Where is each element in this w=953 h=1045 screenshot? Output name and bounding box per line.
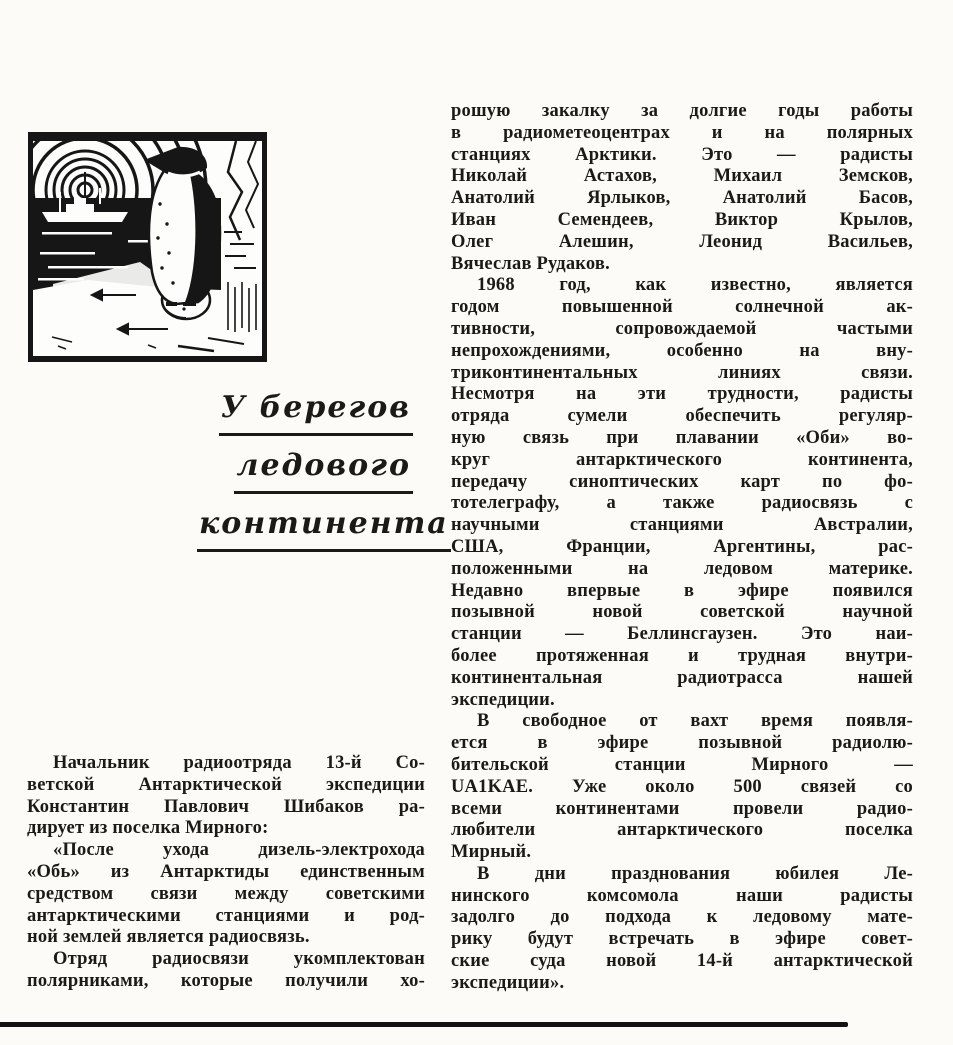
text-line: в радиометеоцентрах и на полярных: [451, 122, 913, 143]
text-line: континентальная радиотрасса нашей: [451, 667, 913, 688]
text-line: UA1KAE. Уже около 500 связей со: [451, 776, 913, 797]
text-line: В свободное от вахт время появля-: [477, 711, 913, 732]
text-line: ную связь при плавании «Оби» во-: [451, 427, 913, 448]
text-line: Недавно впервые в эфире появился: [451, 580, 913, 601]
text-line: тотелеграфу, а также радиосвязь с: [451, 493, 913, 514]
text-line: Вячеслав Рудаков.: [451, 253, 610, 274]
text-line: экспедиции».: [451, 972, 565, 993]
text-line: Иван Семендеев, Виктор Крылов,: [451, 209, 913, 230]
text-line: всеми континентами провели радио-: [451, 798, 913, 819]
text-column-left: [27, 753, 425, 993]
text-line: более протяженная и трудная внутри-: [451, 645, 913, 666]
text-line: Анатолий Ярлыков, Анатолий Басов,: [451, 188, 913, 209]
text-line: «Обь» из Антарктиды единственным: [27, 861, 425, 882]
text-line: рику будут встречать в эфире совет-: [451, 929, 913, 950]
text-line: 1968 год, как известно, является: [477, 275, 913, 296]
text-line: Константин Павлович Шибаков ра-: [27, 796, 425, 817]
text-line: дирует из поселка Мирного:: [27, 818, 269, 839]
text-line: бительской станции Мирного —: [451, 754, 913, 775]
penguin-antarctica-illustration: [28, 132, 267, 362]
text-line: ские суда новой 14-й антарктической: [451, 951, 913, 972]
text-line: Олег Алешин, Леонид Васильев,: [451, 231, 913, 252]
text-line: средством связи между советскими: [27, 883, 425, 904]
text-line: триконтинентальных линиях связи.: [451, 362, 913, 383]
text-line: В дни празднования юбилея Ле-: [477, 863, 913, 884]
penguin-antarctica-illustration-svg: [28, 132, 267, 362]
text-line: нинского комсомола наши радисты: [451, 885, 913, 906]
text-line: «После ухода дизель-электрохода: [53, 840, 425, 861]
text-line: годом повышенной солнечной ак-: [451, 297, 913, 318]
text-line: положенными на ледовом материке.: [451, 558, 913, 579]
text-line: тивности, сопровождаемой частыми: [451, 318, 913, 339]
title-line: У берегов: [219, 392, 413, 436]
article-title: [197, 390, 449, 566]
text-line: позывной новой советской научной: [451, 602, 913, 623]
text-line: Николай Астахов, Михаил Земсков,: [451, 166, 913, 187]
text-column-right: [451, 101, 913, 995]
text-line: ется в эфире позывной радиолю-: [451, 733, 913, 754]
text-line: США, Франции, Аргентины, рас-: [451, 536, 913, 557]
text-line: Несмотря на эти трудности, радисты: [451, 384, 913, 405]
text-line: рошую закалку за долгие годы работы: [451, 101, 913, 121]
text-line: ной землей является радиосвязь.: [27, 927, 310, 948]
text-line: непрохождениями, особенно на вну-: [451, 340, 913, 361]
text-line: отряда сумели обеспечить регуляр-: [451, 406, 913, 427]
text-line: круг антарктического континента,: [451, 449, 913, 470]
title-line: континента: [197, 508, 451, 552]
text-line: станции — Беллинсгаузен. Это наи-: [451, 624, 913, 645]
bottom-rule: [0, 1022, 848, 1027]
text-line: экспедиции.: [451, 689, 555, 710]
text-line: Мирный.: [451, 842, 532, 863]
title-line: ледового: [234, 450, 413, 494]
text-line: любители антарктического поселка: [451, 820, 913, 841]
text-line: антарктическими станциями и род-: [27, 905, 425, 926]
text-line: Отряд радиосвязи укомплектован: [53, 949, 425, 970]
text-line: Начальник радиоотряда 13-й Со-: [53, 753, 425, 773]
text-line: ветской Антарктической экспедиции: [27, 774, 425, 795]
text-line: передачу синоптических карт по фо-: [451, 471, 913, 492]
text-line: научными станциями Австралии,: [451, 515, 913, 536]
text-line: задолго до подхода к ледовому мате-: [451, 907, 913, 928]
text-line: полярниками, которые получили хо-: [27, 970, 425, 991]
text-line: станциях Арктики. Это — радисты: [451, 144, 913, 165]
